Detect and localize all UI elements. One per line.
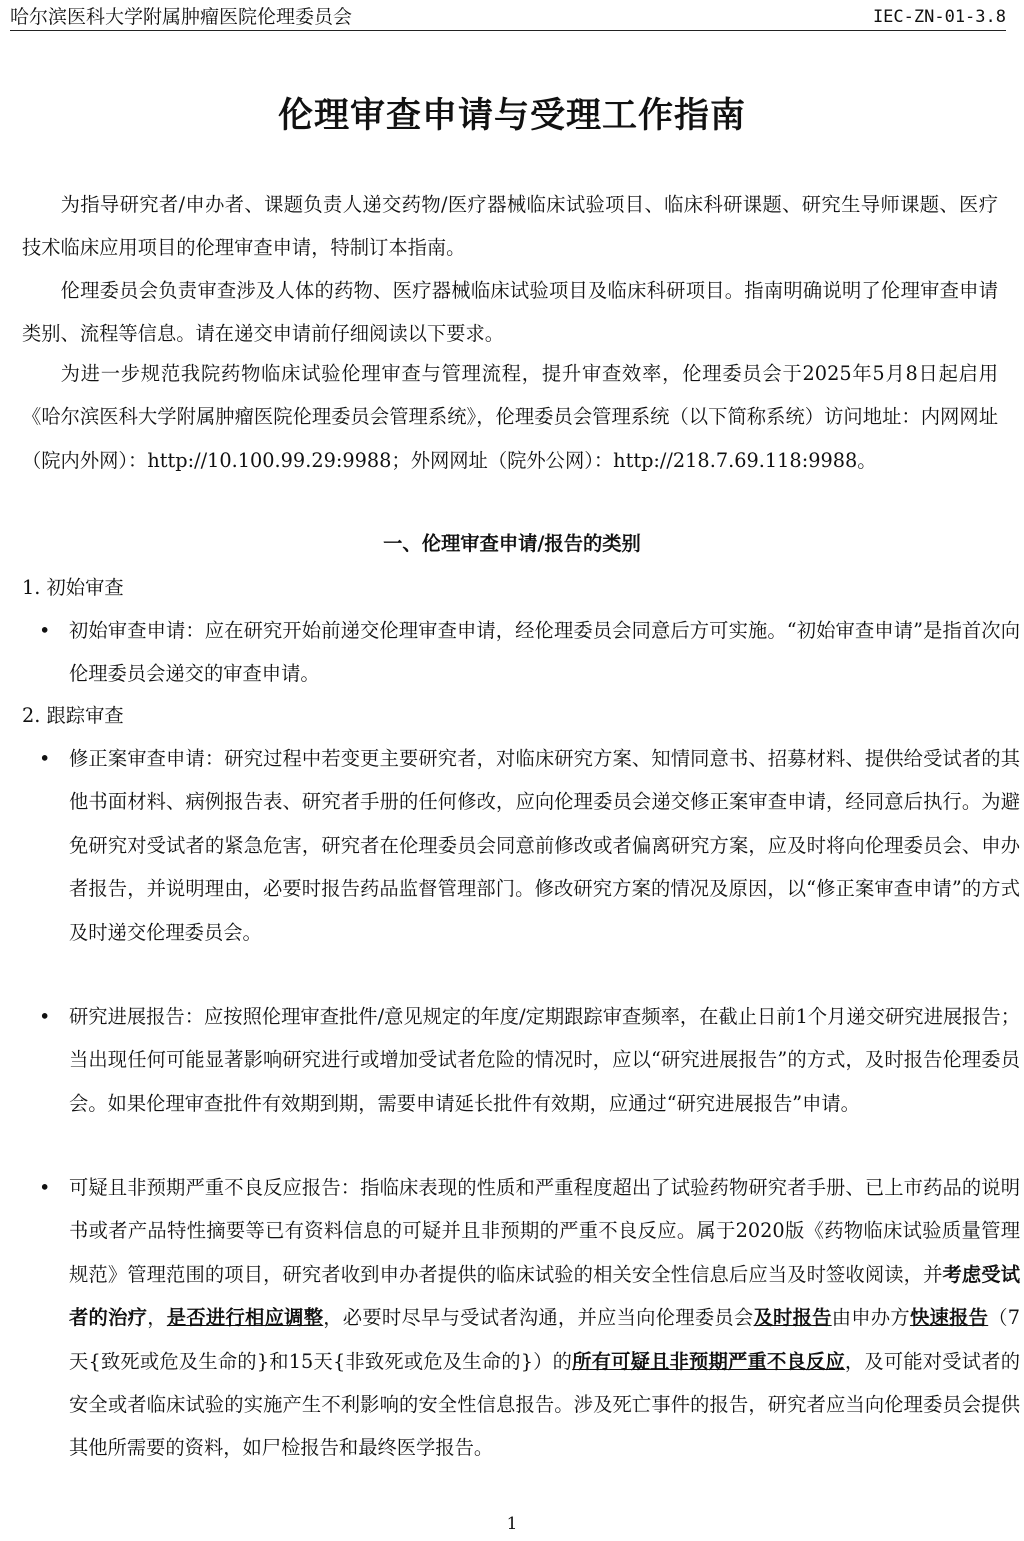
bullet-susar-report — [39, 1166, 1021, 1470]
intro-paragraph-1: 为指导研究者/申办者、课题负责人递交药物/医疗器械临床试验项目、临床科研课题、研究生导师课题、医疗技术临床应用项目的伦理审查申请，特制订本指南。 — [22, 193, 998, 260]
bullet-dot: • — [39, 1176, 51, 1199]
intro-paragraph-2: 伦理委员会负责审查涉及人体的药物、医疗器械临床试验项目及临床科研项目。指南明确说明了伦理审查申请类别、流程等信息。请在递交申请前仔细阅读以下要求。 — [22, 279, 998, 346]
page-number: 1 — [506, 1514, 518, 1534]
susar-emphasis-expedited-report: 快速报告 — [909, 1306, 989, 1330]
running-header — [10, 4, 1006, 31]
subsection-follow-up-review: 2. 跟踪审查 — [22, 704, 124, 727]
bullet-initial-review — [39, 609, 1020, 696]
header-document-code: IEC-ZN-01-3.8 — [872, 7, 1006, 27]
susar-emphasis-timely-report: 及时报告 — [753, 1306, 832, 1330]
bullet-progress-text: 研究进展报告：应按照伦理审查批件/意见规定的年度/定期跟踪审查频率，在截止日前1个月递交研究进展报告；当出现任何可能显著影响研究进行或增加受试者危险的情况时，应以“研究进展报告”的方式，及时报告伦理委员会。如果伦理审查批件有效期到期，需要申请延长批件有效期，应通过“研究进展报告”申请。 — [69, 1005, 1020, 1115]
susar-text-6: ，及可能对受试者的安全或者临床试验的实施产生不利影响的安全性信息报告。涉及死亡事件的报告，研究者应当向伦理委员会提供其他所需要的资料，如尸检报告和最终医学报告。 — [69, 1349, 1020, 1460]
susar-emphasis-all-susar: 所有可疑且非预期严重不良反应 — [572, 1349, 845, 1373]
bullet-dot: • — [39, 1005, 51, 1028]
bullet-progress-report — [39, 995, 1020, 1125]
section-heading: 一、伦理审查申请/报告的类别 — [383, 532, 641, 555]
bullet-dot: • — [39, 747, 51, 770]
susar-text-4: 由申办方 — [831, 1306, 910, 1330]
subsection-initial-review: 1. 初始审查 — [22, 576, 124, 599]
susar-text-2: ， — [147, 1306, 167, 1330]
document-title: 伦理审查申请与受理工作指南 — [277, 96, 746, 136]
susar-text-3: ，必要时尽早与受试者沟通，并应当向伦理委员会 — [323, 1306, 754, 1330]
susar-text-1: 可疑且非预期严重不良反应报告：指临床表现的性质和严重程度超出了试验药物研究者手册、已上市药品的说明书或者产品特性摘要等已有资料信息的可疑并且非预期的严重不良反应。属于2020版《药物临床试验质量管理规范》管理范围的项目，研究者收到申办者提供的临床试验的相关安全性信息后应当及时签收阅读，并 — [69, 1176, 1020, 1286]
susar-emphasis-treatment: 考虑受试者的治疗 — [69, 1262, 1020, 1330]
bullet-dot: • — [39, 619, 51, 642]
susar-text-5: （7天{致死或危及生命的}和15天{非致死或危及生命的}）的 — [69, 1306, 1021, 1373]
intro-paragraph-3: 为进一步规范我院药物临床试验伦理审查与管理流程，提升审查效率，伦理委员会于2025年5月8日起启用《哈尔滨医科大学附属肿瘤医院伦理委员会管理系统》，伦理委员会管理系统（以下简称系统）访问地址：内网网址（院内外网）：http://10.100.99.29:9988；外网网址（院外公网）：http://218.7.69.118:9988。 — [22, 362, 998, 472]
bullet-amendment-text: 修正案审查申请：研究过程中若变更主要研究者，对临床研究方案、知情同意书、招募材料、提供给受试者的其他书面材料、病例报告表、研究者手册的任何修改，应向伦理委员会递交修正案审查申请，经同意后执行。为避免研究对受试者的紧急危害，研究者在伦理委员会同意前修改或者偏离研究方案，应及时将向伦理委员会、申办者报告，并说明理由，必要时报告药品监督管理部门。修改研究方案的情况及原因，以“修正案审查申请”的方式及时递交伦理委员会。 — [69, 747, 1020, 944]
header-institution: 哈尔滨医科大学附属肿瘤医院伦理委员会 — [10, 6, 353, 28]
bullet-amendment-review — [39, 737, 1020, 954]
susar-emphasis-adjustment: 是否进行相应调整 — [166, 1306, 324, 1330]
bullet-initial-review-text: 初始审查申请：应在研究开始前递交伦理审查申请，经伦理委员会同意后方可实施。“初始审查申请”是指首次向伦理委员会递交的审查申请。 — [69, 619, 1020, 686]
